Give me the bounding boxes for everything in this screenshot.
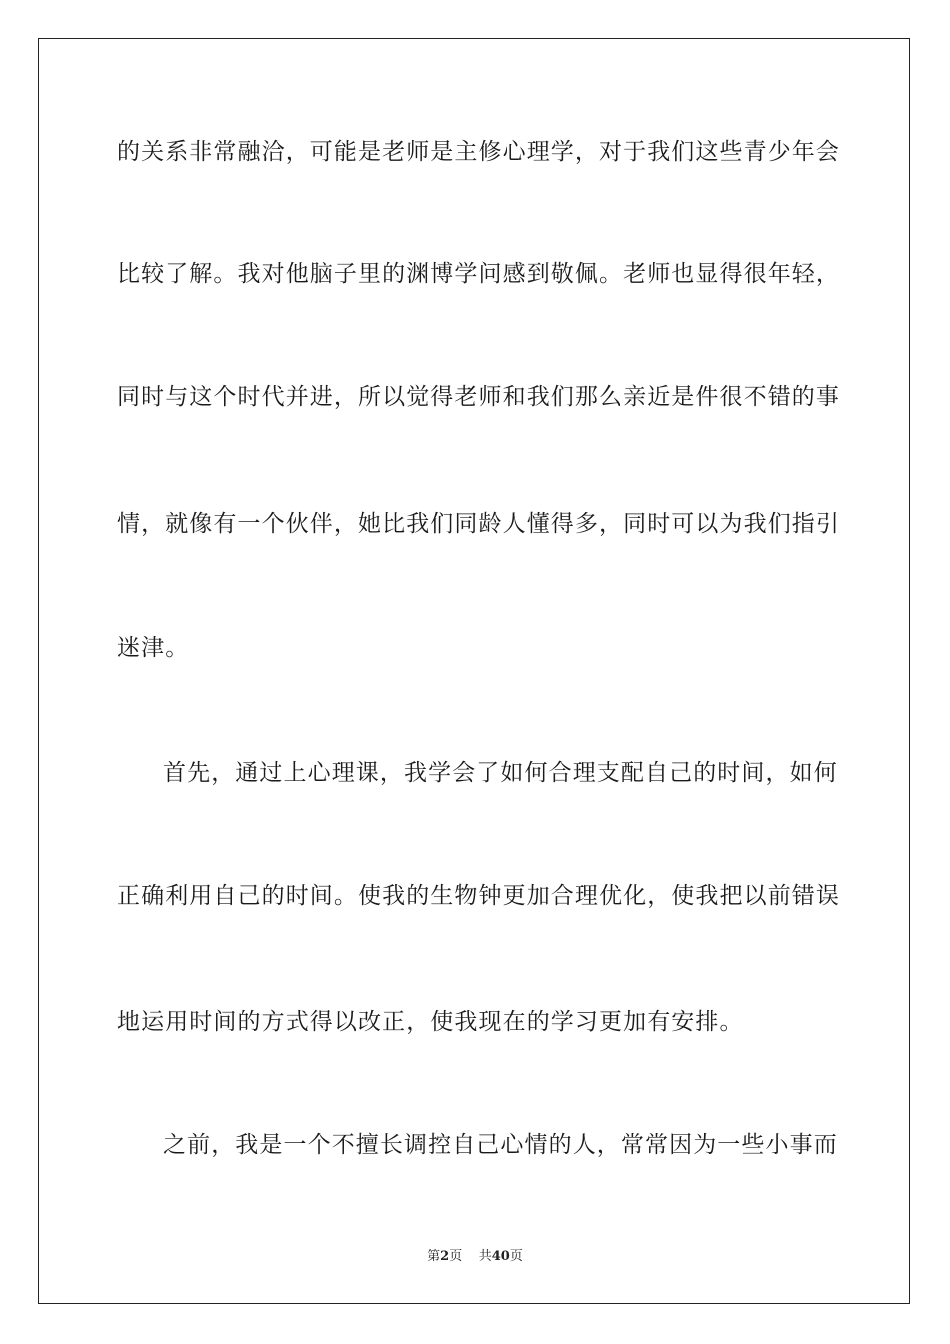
text-line-6: 首先，通过上心理课，我学会了如何合理支配自己的时间，如何 <box>163 760 838 786</box>
text-line-3: 同时与这个时代并进，所以觉得老师和我们那么亲近是件很不错的事 <box>117 384 840 410</box>
page-footer <box>0 1245 950 1264</box>
text-line-7: 正确利用自己的时间。使我的生物钟更加合理优化，使我把以前错误 <box>117 883 840 909</box>
text-line-2: 比较了解。我对他脑子里的渊博学问感到敬佩。老师也显得很年轻， <box>117 261 840 287</box>
text-line-1: 的关系非常融洽，可能是老师是主修心理学，对于我们这些青少年会 <box>117 139 840 165</box>
total-pages: 40 <box>491 1249 510 1264</box>
text-line-8: 地运用时间的方式得以改正，使我现在的学习更加有安排。 <box>117 1009 744 1035</box>
page-prefix: 第 <box>427 1249 441 1264</box>
page-number: 2 <box>440 1249 450 1264</box>
text-line-4: 情，就像有一个伙伴，她比我们同龄人懂得多，同时可以为我们指引 <box>117 511 840 537</box>
text-line-5: 迷津。 <box>117 635 190 661</box>
text-line-9: 之前，我是一个不擅长调控自己心情的人，常常因为一些小事而 <box>163 1132 838 1158</box>
total-prefix: 共 <box>478 1249 492 1264</box>
total-suffix: 页 <box>509 1249 523 1264</box>
page-frame <box>38 38 910 1304</box>
page-suffix: 页 <box>449 1249 463 1264</box>
